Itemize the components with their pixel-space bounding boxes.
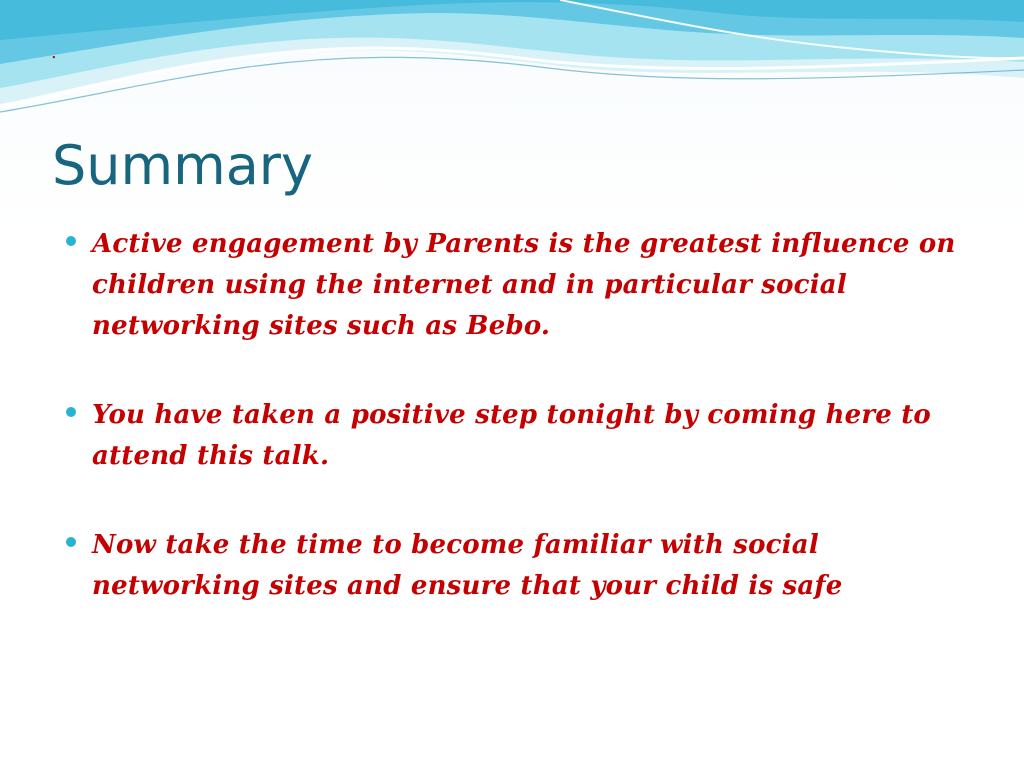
- bullet-dot-icon: [66, 407, 76, 417]
- bullet-text-attendance: You have taken a positive step tonight by coming here to attend this talk.: [92, 400, 931, 471]
- bullet-text-parents: Active engagement by Parents is the greatest influence on children using the internet and in particular social networking sites such as Bebo.: [92, 229, 956, 341]
- bullet-item-social-networking: [64, 525, 964, 607]
- bullet-dot-icon: [66, 537, 76, 547]
- wave-header-decoration: [0, 0, 1024, 130]
- top-dot-marker: .: [51, 42, 57, 63]
- bullet-item-attendance: [64, 395, 964, 477]
- slide-title: Summary: [52, 134, 313, 197]
- bullet-dot-icon: [66, 236, 76, 246]
- bullet-text-social-networking: Now take the time to become familiar with social networking sites and ensure that your child is safe: [92, 530, 843, 601]
- summary-bullet-list: [64, 224, 964, 655]
- bullet-item-parents: [64, 224, 964, 347]
